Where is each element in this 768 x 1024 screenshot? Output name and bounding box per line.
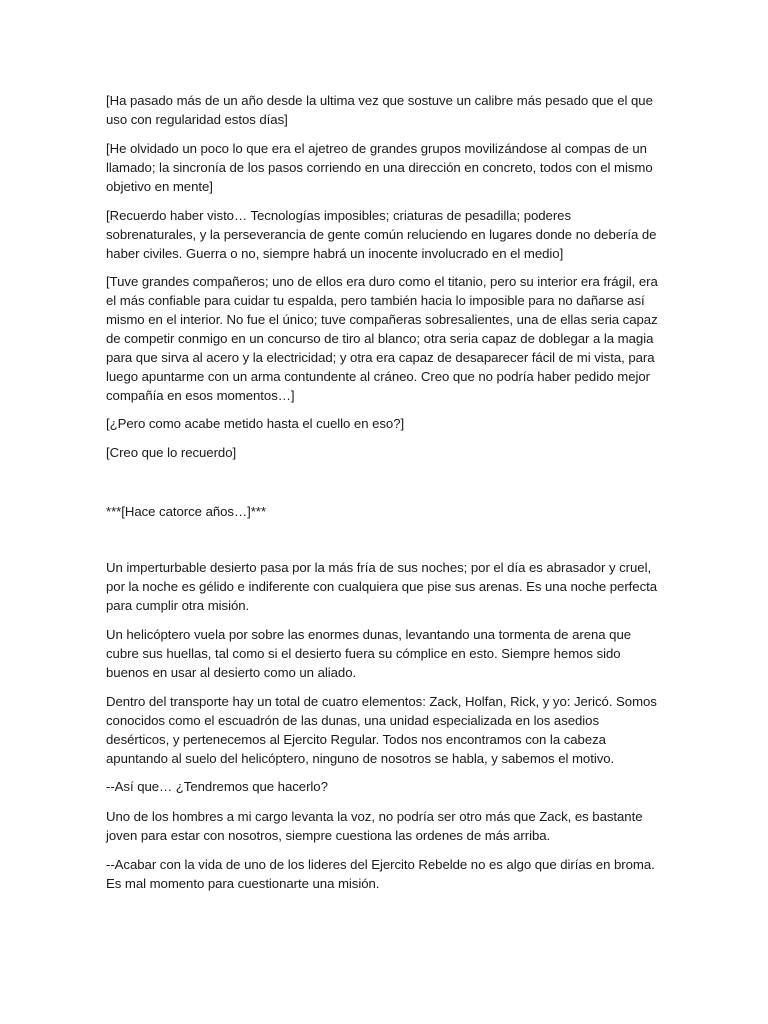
paragraph-8: Un imperturbable desierto pasa por la más fría de sus noches; por el día es abrasador y cruel, por la noche es gélido e indiferente con cualquiera que pise sus arenas. Es una noche perfecta para cumplir otra misión. <box>106 560 658 613</box>
dialogue-line-2: --Acabar con la vida de uno de los lideres del Ejercito Rebelde no es algo que dirías en broma. Es mal momento para cuestionarte una misión. <box>106 857 655 891</box>
section-heading: ***[Hace catorce años…]*** <box>106 504 266 519</box>
paragraph-9: Un helicóptero vuela por sobre las enormes dunas, levantando una tormenta de arena que cubre sus huellas, tal como si el desierto fuera su cómplice en esto. Siempre hemos sido buenos en usar al desierto como un aliado. <box>106 627 632 680</box>
paragraph-3: [Recuerdo haber visto… Tecnologías imposibles; criaturas de pesadilla; poderes sobrenaturales, y la perseverancia de gente común reluciendo en lugares donde no debería de haber civiles. Guerra o no, siempre habrá un inocente involucrado en el medio] <box>106 208 657 261</box>
paragraph-4: [Tuve grandes compañeros; uno de ellos era duro como el titanio, pero su interior era frágil, era el más confiable para cuidar tu espalda, pero también hacia lo imposible para no dañarse así mismo en el interior. No fue el único; tuve compañeras sobresalientes, una de ellas seria capaz de competir conmigo en un concurso de tiro al blanco; otra seria capaz de doblegar a la magia para que sirva al acero y la electricidad; y otra era capaz de desaparecer fácil de mi vista, para luego apuntarme con un arma contundente al cráneo. Creo que no podría haber pedido mejor compañía en esos momentos…] <box>106 274 658 403</box>
paragraph-5: [¿Pero como acabe metido hasta el cuello en eso?] <box>106 416 405 431</box>
paragraph-1: [Ha pasado más de un año desde la ultima vez que sostuve un calibre más pesado que el que uso con regularidad estos días] <box>106 93 653 127</box>
paragraph-10: Dentro del transporte hay un total de cuatro elementos: Zack, Holfan, Rick, y yo: Jericó. Somos conocidos como el escuadrón de las dunas, una unidad especializada en los asedios desérticos, y pertenecemos al Ejercito Regular. Todos nos encontramos con la cabeza apuntando al suelo del helicóptero, ninguno de nosotros se habla, y sabemos el motivo. <box>106 694 657 766</box>
paragraph-6: [Creo que lo recuerdo] <box>106 445 237 460</box>
paragraph-12: Uno de los hombres a mi cargo levanta la voz, no podría ser otro más que Zack, es bastante joven para estar con nosotros, siempre cuestiona las ordenes de más arriba. <box>106 809 643 843</box>
paragraph-2: [He olvidado un poco lo que era el ajetreo de grandes grupos movilizándose al compas de un llamado; la sincronía de los pasos corriendo en una dirección en concreto, todos con el mismo objetivo en mente] <box>106 141 653 194</box>
dialogue-line-1: --Así que… ¿Tendremos que hacerlo? <box>106 779 328 794</box>
